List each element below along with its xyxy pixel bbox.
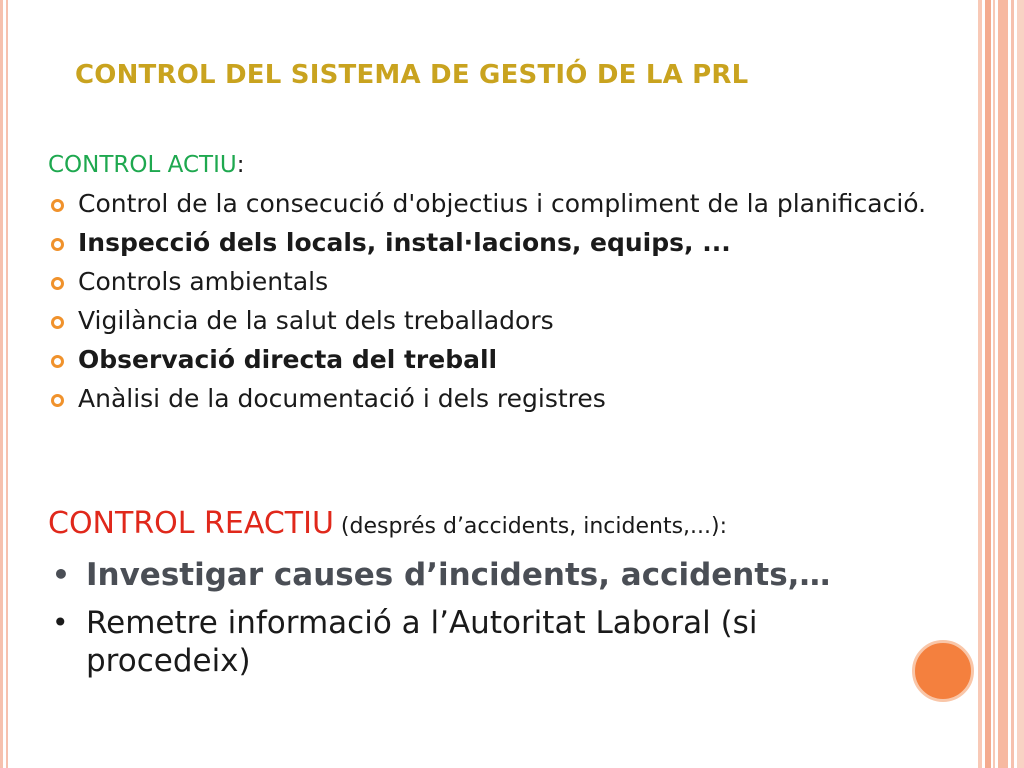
active-control-heading-colon: : <box>236 152 245 178</box>
list-item <box>52 604 912 680</box>
list-item-text: Observació directa del treball <box>78 345 498 374</box>
active-control-heading <box>48 152 244 178</box>
left-border-decoration <box>0 0 10 768</box>
list-item <box>48 268 958 295</box>
decorative-circle <box>912 640 974 702</box>
list-item-text: Controls ambientals <box>78 267 329 296</box>
reactive-control-subheading: (després d’accidents, incidents,...): <box>333 514 727 539</box>
reactive-control-heading <box>48 506 727 541</box>
slide-title: CONTROL DEL SISTEMA DE GESTIÓ DE LA PRL <box>75 60 749 90</box>
reactive-control-list <box>52 556 912 690</box>
list-item-text: Investigar causes d’incidents, accidents,… <box>86 557 831 593</box>
list-item-text: Remetre informació a l’Autoritat Laboral (si procedeix) <box>86 605 758 679</box>
bullet-dot-icon: • <box>52 558 70 591</box>
active-control-heading-text: CONTROL ACTIU <box>48 152 237 178</box>
list-item-text: Control de la consecució d'objectius i compliment de la planificació. <box>78 189 927 218</box>
ring-bullet-icon <box>51 238 64 251</box>
ring-bullet-icon <box>51 355 64 368</box>
list-item <box>48 385 958 412</box>
active-control-list <box>48 190 958 424</box>
ring-bullet-icon <box>51 199 64 212</box>
ring-bullet-icon <box>51 277 64 290</box>
list-item-text: Vigilància de la salut dels treballadors <box>78 306 554 335</box>
right-border-decoration <box>978 0 1024 768</box>
list-item <box>52 556 912 594</box>
ring-bullet-icon <box>51 394 64 407</box>
list-item <box>48 229 958 256</box>
list-item <box>48 190 958 217</box>
reactive-control-heading-text: CONTROL REACTIU <box>48 506 334 541</box>
list-item-text: Anàlisi de la documentació i dels registres <box>78 384 606 413</box>
list-item-text: Inspecció dels locals, instal·lacions, equips, ... <box>78 228 731 257</box>
ring-bullet-icon <box>51 316 64 329</box>
list-item <box>48 346 958 373</box>
bullet-dot-icon: • <box>52 606 69 639</box>
list-item <box>48 307 958 334</box>
